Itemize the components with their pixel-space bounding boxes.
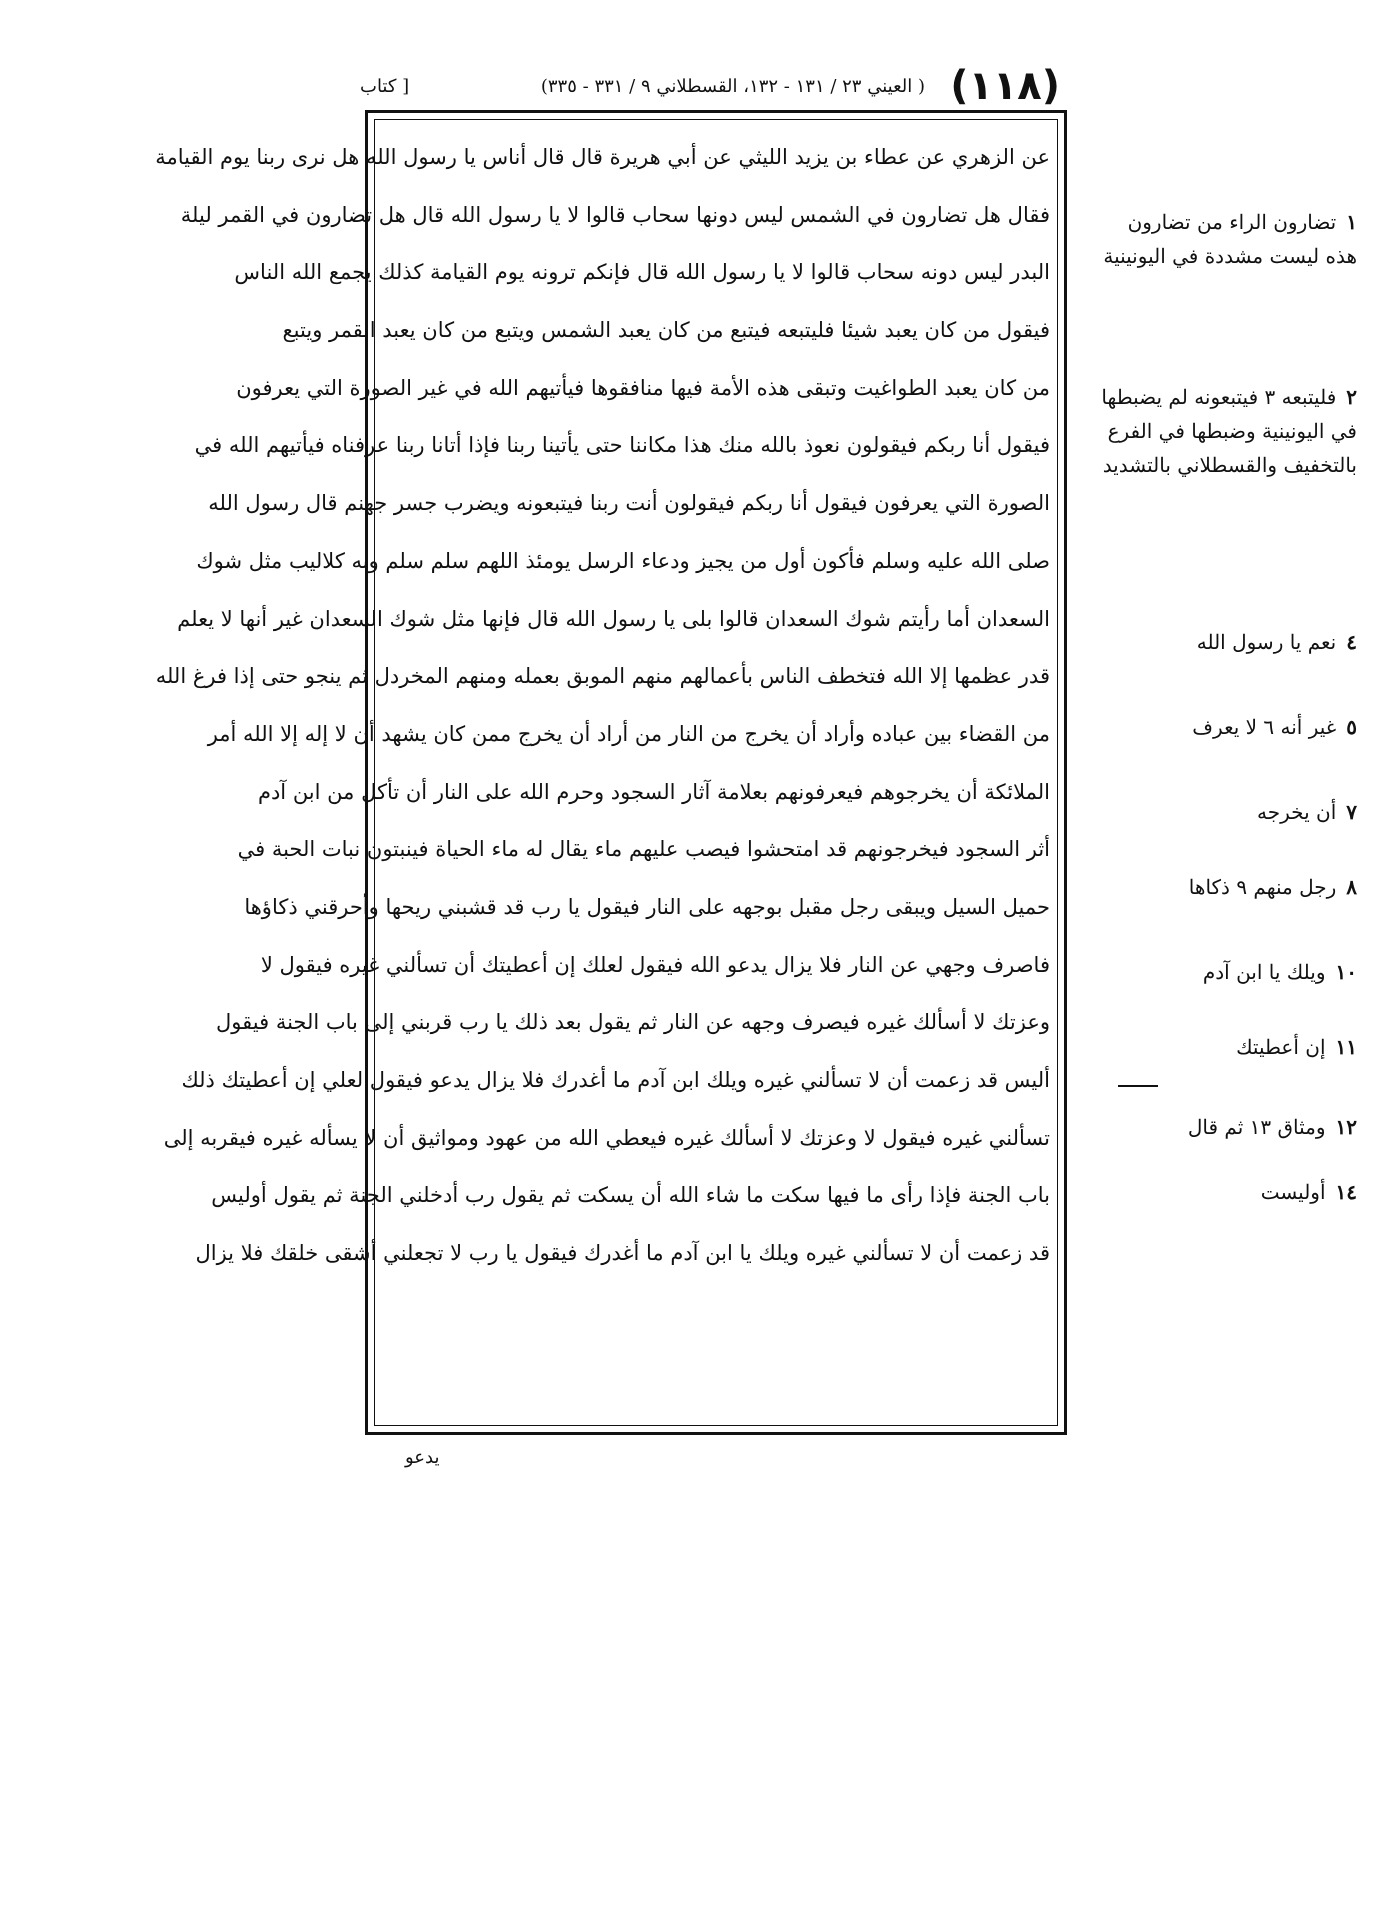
margin-note-text: ومثاق ١٣ ثم قال bbox=[1187, 1115, 1326, 1139]
margin-note-number: ١٠ bbox=[1335, 960, 1357, 984]
margin-note-number: ١ bbox=[1346, 210, 1357, 234]
text-line: السعدان أما رأيتم شوك السعدان قالوا بلى يا رسول الله قال فإنها مثل شوك السعدان غير أنها لا يعلم bbox=[177, 606, 1050, 631]
margin-note-text: أوليست bbox=[1260, 1180, 1326, 1204]
margin-note-text: نعم يا رسول الله bbox=[1196, 630, 1337, 654]
book-label: [ كتاب bbox=[360, 76, 410, 97]
text-line: فيقول من كان يعبد شيئا فليتبعه فيتبع من كان يعبد الشمس ويتبع من كان يعبد القمر ويتبع bbox=[282, 318, 1050, 343]
margin-note-number: ٨ bbox=[1346, 875, 1357, 899]
text-frame bbox=[155, 110, 1067, 1435]
margin-note bbox=[1092, 955, 1357, 989]
margin-note-text: فليتبعه ٣ فيتبعونه لم يضبطها في اليونينية وضبطها في الفرع بالتخفيف والقسطلاني بالتشديد bbox=[1101, 385, 1357, 477]
page-header bbox=[360, 62, 1060, 114]
margin-note-text: رجل منهم ٩ ذكاها bbox=[1188, 875, 1337, 899]
catchword: يدعو bbox=[405, 1447, 440, 1468]
margin-note-number: ٥ bbox=[1346, 715, 1357, 739]
margin-note-number: ٢ bbox=[1346, 385, 1357, 409]
margin-note bbox=[1092, 1110, 1357, 1144]
margin-note-number: ٤ bbox=[1346, 630, 1357, 654]
text-line: أثر السجود فيخرجونهم قد امتحشوا فيصب عليهم ماء يقال له ماء الحياة فينبتون نبات الحبة في bbox=[237, 837, 1050, 862]
text-line: باب الجنة فإذا رأى ما فيها سكت ما شاء الله أن يسكت ثم يقول رب أدخلني الجنة ثم يقول أوليس bbox=[211, 1183, 1050, 1208]
text-line: حميل السيل ويبقى رجل مقبل بوجهه على النار فيقول يا رب قد قشبني ريحها وأحرقني ذكاؤها bbox=[244, 894, 1050, 919]
text-line: تسألني غيره فيقول لا وعزتك لا أسألك غيره فيعطي الله من عهود ومواثيق أن لا يسأله غيره فيقربه إلى bbox=[163, 1125, 1050, 1150]
text-line: الملائكة أن يخرجوهم فيعرفونهم بعلامة آثار السجود وحرم الله على النار أن تأكل من ابن آدم bbox=[257, 779, 1050, 804]
margin-note-text: إن أعطيتك bbox=[1236, 1035, 1326, 1059]
margin-note-number: ٧ bbox=[1346, 800, 1357, 824]
margin-note-number: ١١ bbox=[1335, 1035, 1357, 1059]
margin-note bbox=[1092, 205, 1357, 273]
text-line: وعزتك لا أسألك غيره فيصرف وجهه عن النار ثم يقول بعد ذلك يا رب قربني إلى باب الجنة فيقول bbox=[216, 1010, 1050, 1035]
text-line: عن الزهري عن عطاء بن يزيد الليثي عن أبي هريرة قال قال أناس يا رسول الله هل نرى ربنا يوم القيامة bbox=[155, 145, 1050, 169]
margin-note bbox=[1092, 380, 1357, 482]
margin-note-text: أن يخرجه bbox=[1257, 800, 1337, 824]
margin-note bbox=[1092, 710, 1357, 744]
margin-note-text: ويلك يا ابن آدم bbox=[1202, 960, 1326, 984]
text-line: أليس قد زعمت أن لا تسألني غيره ويلك ابن آدم ما أغدرك فلا يزال يدعو فيقول لعلي إن أعطيتك ذلك bbox=[181, 1068, 1050, 1092]
margin-note-text: غير أنه ٦ لا يعرف bbox=[1192, 715, 1337, 739]
margin-note bbox=[1092, 870, 1357, 904]
text-line: من كان يعبد الطواغيت وتبقى هذه الأمة فيها منافقوها فيأتيهم الله في غير الصورة التي يعرفون bbox=[236, 375, 1050, 400]
margin-note bbox=[1092, 1175, 1357, 1209]
text-line: البدر ليس دونه سحاب قالوا لا يا رسول الله قال فإنكم ترونه يوم القيامة كذلك يجمع الله الناس bbox=[234, 260, 1050, 285]
margin-divider-line bbox=[1118, 1085, 1158, 1087]
text-line: قدر عظمها إلا الله فتخطف الناس بأعمالهم منهم الموبق بعمله ومنهم المخردل ثم ينجو حتى إذا فرغ الله bbox=[155, 664, 1050, 689]
margin-note bbox=[1092, 1030, 1357, 1064]
text-line: قد زعمت أن لا تسألني غيره ويلك يا ابن آدم ما أغدرك فيقول يا رب لا تجعلني أشقى خلقك فلا يزال bbox=[195, 1241, 1050, 1266]
main-text-block bbox=[155, 129, 1050, 1416]
text-line: فقال هل تضارون في الشمس ليس دونها سحاب قالوا لا يا رسول الله قال هل تضارون في القمر ليلة bbox=[180, 202, 1050, 227]
text-line: فاصرف وجهي عن النار فلا يزال يدعو الله فيقول لعلك إن أعطيتك أن تسألني غيره فيقول لا bbox=[260, 952, 1050, 977]
page-number: (١١٨) bbox=[950, 63, 1060, 109]
running-head: ( العيني ٢٣ / ١٣١ - ١٣٢، القسطلاني ٩ / ٣٣١ - ٣٣٥) bbox=[540, 76, 925, 97]
margin-note bbox=[1092, 625, 1357, 659]
margin-note-number: ١٤ bbox=[1335, 1180, 1357, 1204]
margin-note bbox=[1092, 795, 1357, 829]
text-line: صلى الله عليه وسلم فأكون أول من يجيز ودعاء الرسل يومئذ اللهم سلم سلم وبه كلاليب مثل شوك bbox=[196, 548, 1050, 573]
text-line: الصورة التي يعرفون فيقول أنا ربكم فيقولون أنت ربنا فيتبعونه ويضرب جسر جهنم قال رسول الله bbox=[208, 491, 1050, 516]
text-line: من القضاء بين عباده وأراد أن يخرج من النار من أراد أن يخرج ممن كان يشهد أن لا إله إلا الله أمر bbox=[207, 721, 1050, 746]
margin-note-text: تضارون الراء من تضارون هذه ليست مشددة في اليونينية bbox=[1103, 210, 1357, 268]
margin-note-number: ١٢ bbox=[1335, 1115, 1357, 1139]
text-line: فيقول أنا ربكم فيقولون نعوذ بالله منك هذا مكاننا حتى يأتينا ربنا فإذا أتانا ربنا عرفناه فيأتيهم الله في bbox=[194, 433, 1050, 458]
